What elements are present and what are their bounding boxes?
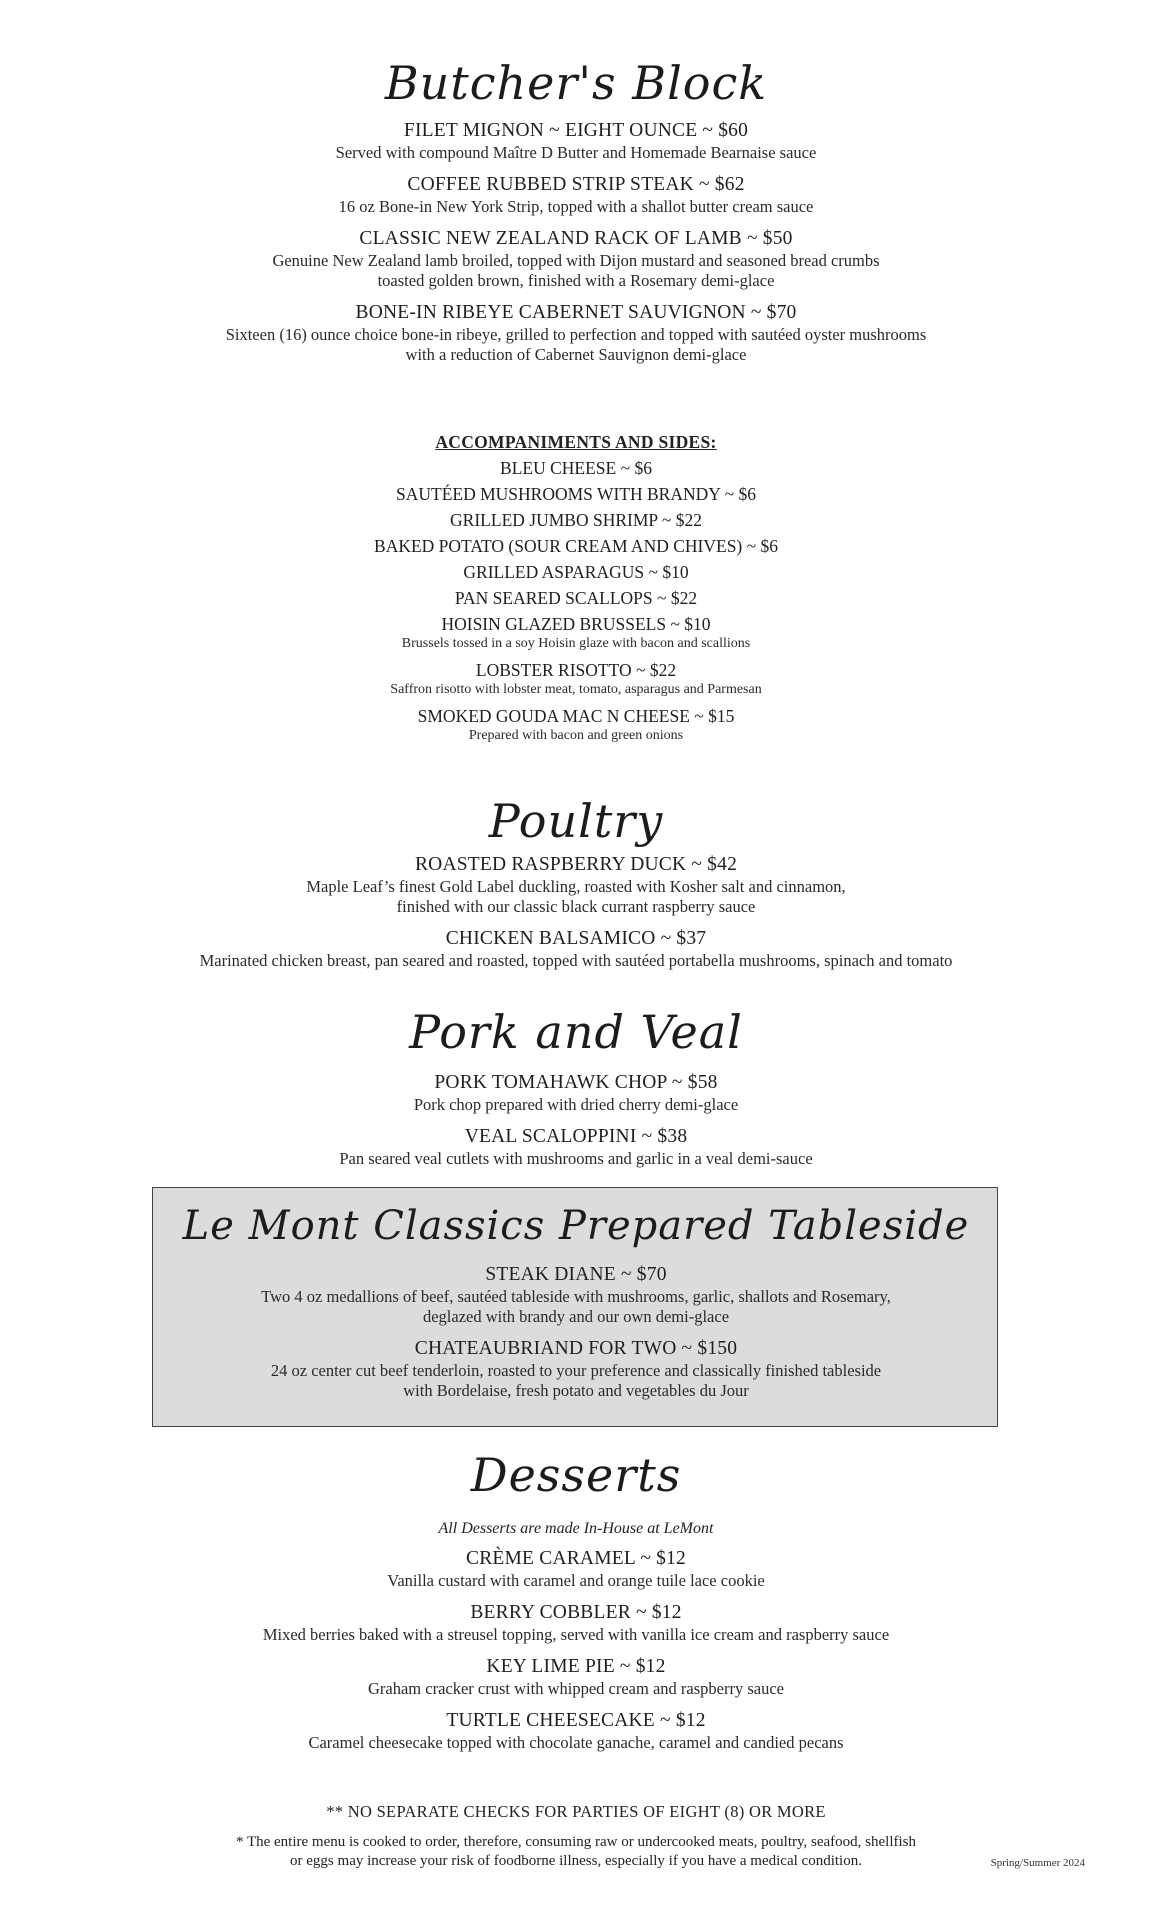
side-item-desc: Brussels tossed in a soy Hoisin glaze with bacon and scallions [401, 636, 751, 651]
desserts-section [0, 1444, 1152, 1753]
menu-item-desc: Marinated chicken breast, pan seared and roasted, topped with sautéed portabella mushrooms, spinach and tomato [199, 951, 953, 970]
sides-section [0, 429, 1152, 745]
side-item-desc: Saffron risotto with lobster meat, tomato, asparagus and Parmesan [390, 682, 762, 697]
menu-item-name: BERRY COBBLER ~ $12 [470, 1602, 682, 1623]
menu-item-desc: toasted golden brown, finished with a Rosemary demi-glace [377, 271, 775, 290]
menu-item-name: FILET MIGNON ~ EIGHT OUNCE ~ $60 [403, 120, 749, 141]
pork-veal-title: Pork and Veal [409, 1005, 743, 1059]
side-item-name: LOBSTER RISOTTO ~ $22 [475, 660, 677, 680]
foodborne-disclaimer: or eggs may increase your risk of foodborne illness, especially if you have a medical condition. [290, 1853, 862, 1869]
menu-item-desc: Sixteen (16) ounce choice bone-in ribeye, grilled to perfection and topped with sautéed oyster mushrooms [225, 325, 927, 344]
menu-item-name: BONE-IN RIBEYE CABERNET SAUVIGNON ~ $70 [355, 302, 797, 323]
desserts-title: Desserts [470, 1448, 682, 1502]
butchers-block-section [0, 52, 1152, 365]
separate-checks-notice: ** NO SEPARATE CHECKS FOR PARTIES OF EIGHT (8) OR MORE [326, 1802, 826, 1821]
side-item-name: GRILLED ASPARAGUS ~ $10 [463, 562, 689, 582]
season-label: Spring/Summer 2024 [990, 1857, 1085, 1869]
menu-item-desc: Graham cracker crust with whipped cream and raspberry sauce [368, 1679, 784, 1698]
poultry-title: Poultry [488, 794, 664, 848]
menu-item-name: PORK TOMAHAWK CHOP ~ $58 [434, 1072, 718, 1093]
side-item-name: HOISIN GLAZED BRUSSELS ~ $10 [441, 614, 711, 634]
menu-item-desc: Pan seared veal cutlets with mushrooms and garlic in a veal demi-sauce [339, 1149, 813, 1168]
menu-item-desc: with a reduction of Cabernet Sauvignon demi-glace [405, 345, 747, 364]
side-item-name: SMOKED GOUDA MAC N CHEESE ~ $15 [417, 706, 735, 726]
menu-item-name: VEAL SCALOPPINI ~ $38 [464, 1126, 688, 1147]
menu-item-desc: Served with compound Maître D Butter and Homemade Bearnaise sauce [335, 143, 817, 162]
side-item-name: BLEU CHEESE ~ $6 [500, 458, 652, 478]
menu-item-desc: Mixed berries baked with a streusel topping, served with vanilla ice cream and raspberry sauce [262, 1625, 890, 1644]
menu-item-desc: deglazed with brandy and our own demi-glace [422, 1307, 730, 1326]
classics-title: Le Mont Classics Prepared Tableside [182, 1203, 970, 1249]
menu-item-name: CHICKEN BALSAMICO ~ $37 [445, 928, 707, 949]
menu-item-desc: with Bordelaise, fresh potato and vegetables du Jour [403, 1381, 749, 1400]
menu-item-desc: 24 oz center cut beef tenderloin, roasted to your preference and classically finished tableside [270, 1361, 882, 1380]
menu-item-desc: Maple Leaf’s finest Gold Label duckling, roasted with Kosher salt and cinnamon, [306, 877, 846, 896]
menu-item-desc: Genuine New Zealand lamb broiled, topped with Dijon mustard and seasoned bread crumbs [272, 251, 880, 270]
menu-item-desc: 16 oz Bone-in New York Strip, topped with a shallot butter cream sauce [338, 197, 814, 216]
side-item-name: BAKED POTATO (SOUR CREAM AND CHIVES) ~ $6 [374, 536, 778, 556]
menu-item-desc: Two 4 oz medallions of beef, sautéed tableside with mushrooms, garlic, shallots and Rosemary, [261, 1287, 891, 1306]
desserts-intro: All Desserts are made In-House at LeMont [438, 1520, 714, 1537]
butchers-block-title: Butcher's Block [384, 56, 768, 110]
footer-section [0, 1801, 1152, 1871]
menu-item-name: COFFEE RUBBED STRIP STEAK ~ $62 [407, 174, 745, 195]
sides-heading: ACCOMPANIMENTS AND SIDES: [435, 432, 717, 452]
menu-item-name: ROASTED RASPBERRY DUCK ~ $42 [414, 854, 738, 875]
menu-item-desc: Vanilla custard with caramel and orange tuile lace cookie [387, 1571, 765, 1590]
menu-item-desc: finished with our classic black currant raspberry sauce [396, 897, 756, 916]
menu-item-desc: Pork chop prepared with dried cherry demi-glace [413, 1095, 739, 1114]
foodborne-disclaimer: * The entire menu is cooked to order, therefore, consuming raw or undercooked meats, poultry, seafood, shellfish [235, 1834, 917, 1850]
poultry-section [0, 790, 1152, 971]
side-item-name: SAUTÉED MUSHROOMS WITH BRANDY ~ $6 [396, 484, 756, 504]
pork-veal-section [0, 1000, 1152, 1169]
menu-item-name: CRÈME CARAMEL ~ $12 [465, 1548, 686, 1569]
menu-item-desc: Caramel cheesecake topped with chocolate ganache, caramel and candied pecans [308, 1733, 844, 1752]
menu-item-name: CLASSIC NEW ZEALAND RACK OF LAMB ~ $50 [359, 228, 793, 249]
menu-item-name: KEY LIME PIE ~ $12 [486, 1656, 666, 1677]
menu-item-name: STEAK DIANE ~ $70 [485, 1264, 667, 1285]
menu-item-name: TURTLE CHEESECAKE ~ $12 [446, 1710, 706, 1731]
classics-section [0, 1198, 1152, 1401]
side-item-name: GRILLED JUMBO SHRIMP ~ $22 [450, 510, 702, 530]
side-item-desc: Prepared with bacon and green onions [468, 728, 684, 743]
menu-item-name: CHATEAUBRIAND FOR TWO ~ $150 [414, 1338, 738, 1359]
side-item-name: PAN SEARED SCALLOPS ~ $22 [454, 588, 698, 608]
